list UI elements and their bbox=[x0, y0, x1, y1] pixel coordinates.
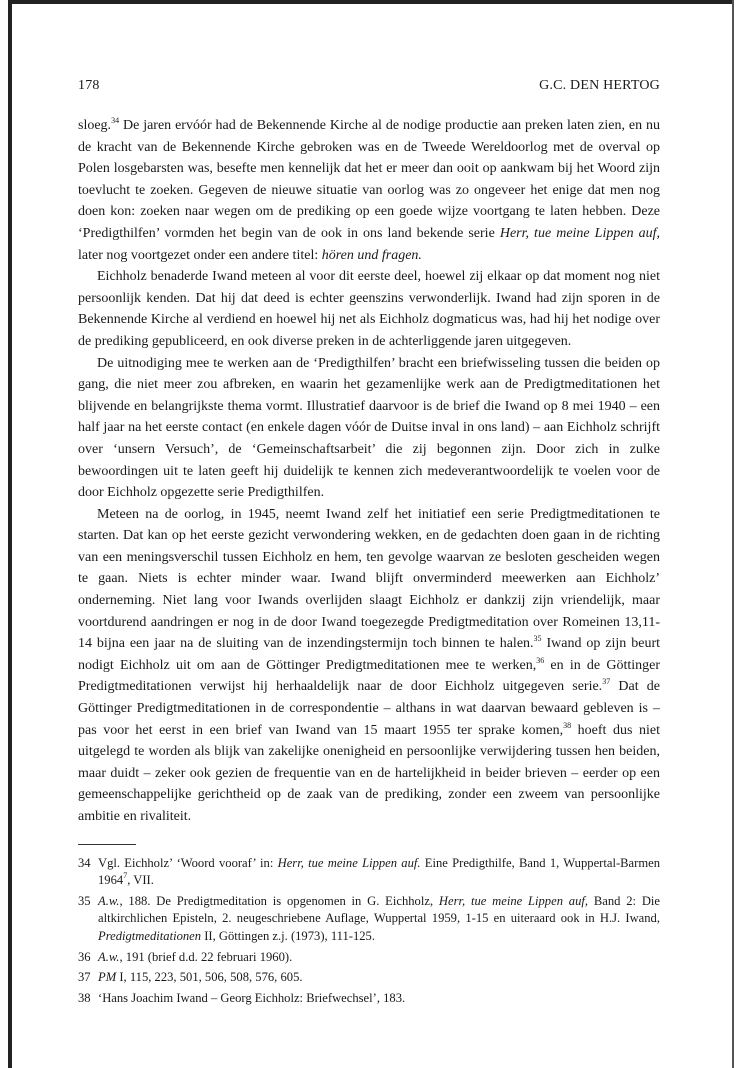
footnote-ref-38[interactable]: 38 bbox=[563, 720, 572, 730]
footnote-ref-37[interactable]: 37 bbox=[602, 677, 611, 687]
scan-border-left bbox=[8, 0, 12, 1068]
body-text bbox=[78, 115, 660, 828]
footnote-34: 34 Vgl. Eichholz’ ‘Woord vooraf’ in: Herr, tue meine Lippen auf. Eine Predigthilfe, Band 1, Wuppertal-Barmen 1964$^7$, VII. bbox=[78, 855, 661, 888]
scan-border-top bbox=[8, 0, 732, 4]
footnote-ref-36[interactable]: 36 bbox=[536, 655, 545, 665]
footnote-35: 35 A.w., 188. De Predigtmeditation is opgenomen in G. Eichholz, Herr, tue meine Lippen auf, Band 2: Die altkirchlichen Episteln, 2. neugeschriebene Auflage, Wuppertal 1959, 1-15 en uiteraard ook in H.J. Iwand, Predigtmeditationen II, Göttingen z.j. (1973), 111-125. bbox=[78, 893, 660, 943]
page-number: 178 bbox=[78, 78, 100, 93]
scan-border-right bbox=[732, 0, 734, 1068]
footnote-38: 38 ‘Hans Joachim Iwand – Georg Eichholz: Briefwechsel’, 183. bbox=[78, 990, 406, 1005]
running-head bbox=[78, 78, 660, 94]
footnote-ref-35[interactable]: 35 bbox=[533, 634, 542, 644]
paragraph-1: sloeg.$^{34}$ De jaren ervóór had de Bekennende Kirche al de nodige productie aan preken laten zien, en nu de kracht van de Bekennende Kirche gebroken was en de Tweede Wereldoorlog met de overval op Polen losgebarsten was, besefte men kennelijk dat het er meer dan ooit op aankwam bij het Woord zijn toevlucht te zoeken. Gegeven de nieuwe situatie van oorlog was zo ongeveer het enige dat men nog doen kon: zoeken naar wegen om de prediking op een goede wijze voortgang te laten hebben. Deze ‘Predigthilfen’ vormden het begin van de ook in ons land bekende serie Herr, tue meine Lippen auf, later nog voortgezet onder een andere titel: hören und fragen. bbox=[78, 116, 661, 263]
book-page bbox=[78, 78, 660, 1010]
paragraph-2: Eichholz benaderde Iwand meteen al voor dit eerste deel, hoewel zij elkaar op dat moment nog niet persoonlijk kenden. Dat hij dat deed is echter geenszins verwonderlijk. Iwand had zijn sporen in de Bekennende Kirche al verdiend en hoewel hij net als Eichholz dogmaticus was, had hij het nodige over de prediking gepubliceerd, en ook diverse preken in de achterliggende jaren uitgegeven. bbox=[78, 269, 660, 349]
paragraph-3: De uitnodiging mee te werken aan de ‘Predigthilfen’ bracht een briefwisseling tussen die beiden op gang, die niet meer zou afbreken, en waarin het gezamenlijke werk aan de Predigtmeditationen het blijvende en belangrijkste thema vormt. Illustratief daarvoor is de brief die Iwand op 8 mei 1940 – een half jaar na het eerste contact (en enkele dagen vóór de Duitse inval in ons land) – aan Eichholz schrijft over ‘unsern Versuch’, de ‘Gemeinschaftsarbeit’ die zij begonnen zijn. Door zich in zulke bewoordingen uit te laten geeft hij duidelijk te kennen zich medeverantwoordelijk te voelen voor de door Eichholz opgezette serie Predigthilfen. bbox=[78, 355, 660, 501]
footnotes bbox=[78, 855, 660, 1008]
footnote-37: 37 PM I, 115, 223, 501, 506, 508, 576, 605. bbox=[78, 970, 303, 985]
footnote-separator bbox=[78, 844, 136, 845]
paragraph-4: Meteen na de oorlog, in 1945, neemt Iwand zelf het initiatief een serie Predigtmeditationen te starten. Dat kan op het eerste gezicht verwondering wekken, en de gedachten doen gaan in de richting van een meningsverschil tussen Eichholz en hem, ten gevolge waarvan ze besloten gescheiden wegen te gaan. Niets is echter minder waar. Iwand blijft onverminderd meewerken aan Eichholz’ onderneming. Niet lang voor Iwands overlijden slaagt Eichholz er dankzij zijn vriendelijk, maar voortdurend aandringen er nog in de door Iwand toegezegde Predigtmeditation over Romeinen 13,11-14 bijna een jaar na de sluiting van de inzendingstermijn toch binnen te halen.$^{35}$ Iwand op zijn beurt nodigt Eichholz uit om aan de Göttinger Predigtmeditationen mee te werken,$^{36}$ en in de Göttinger Predigtmeditationen verwijst hij herhaaldelijk naar de door Eichholz uitgegeven serie.$^{37}$ Dat de Göttinger Predigtmeditationen in de correspondentie – althans in wat daarvan bewaard gebleven is – pas voor het eerst in een brief van Iwand van 15 maart 1955 ter sprake komen,$^{38}$ hoeft dus niet uitgelegd te worden als blijk van zakelijke onenigheid en persoonlijke verwijdering tussen hen beiden, maar duidt – zeker ook gezien de frequentie van en de hartelijkheid in beider brieven – eerder op een gemeenschappelijke gerichtheid op de zaak van de prediking, zonder een zweem van persoonlijke ambitie en rivaliteit. bbox=[78, 506, 661, 824]
footnote-36: 36 A.w., 191 (brief d.d. 22 februari 1960). bbox=[78, 949, 293, 964]
footnote-ref-34[interactable]: 34 bbox=[111, 116, 120, 125]
running-head-author: G.C. DEN HERTOG bbox=[539, 78, 660, 93]
